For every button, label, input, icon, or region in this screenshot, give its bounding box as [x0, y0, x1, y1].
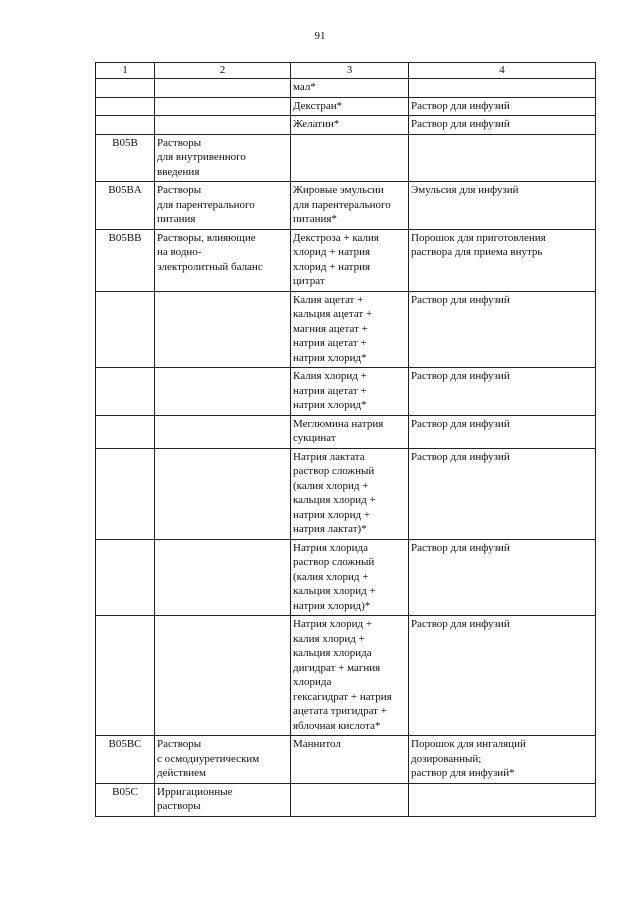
atc-code-cell	[96, 79, 155, 98]
table-row	[96, 415, 596, 448]
atc-code-cell: B05BC	[96, 736, 155, 784]
table-row	[96, 182, 596, 230]
drug-name-cell	[291, 783, 409, 816]
group-name-cell	[155, 291, 291, 368]
dosage-form-cell: Эмульсия для инфузий	[409, 182, 596, 230]
dosage-form-cell	[409, 783, 596, 816]
table-row	[96, 229, 596, 291]
group-name-cell	[155, 539, 291, 616]
drug-name-cell: мал*	[291, 79, 409, 98]
atc-code-cell: B05B	[96, 134, 155, 182]
table-header-row	[96, 63, 596, 79]
group-name-cell	[155, 448, 291, 539]
atc-code-cell	[96, 97, 155, 116]
drug-table	[95, 62, 596, 817]
group-name-cell: Ирригационные растворы	[155, 783, 291, 816]
group-name-cell: Растворы для внутривенного введения	[155, 134, 291, 182]
dosage-form-cell: Порошок для ингаляций дозированный; раствор для инфузий*	[409, 736, 596, 784]
drug-name-cell: Калия ацетат + кальция ацетат + магния ацетат + натрия ацетат + натрия хлорид*	[291, 291, 409, 368]
drug-name-cell: Натрия хлорида раствор сложный (калия хлорид + кальция хлорид + натрия хлорид)*	[291, 539, 409, 616]
dosage-form-cell: Раствор для инфузий	[409, 116, 596, 135]
drug-name-cell: Натрия лактата раствор сложный (калия хлорид + кальция хлорид + натрия хлорид + натрия лактат)*	[291, 448, 409, 539]
column-header: 3	[291, 63, 409, 79]
group-name-cell	[155, 97, 291, 116]
table-row	[96, 97, 596, 116]
group-name-cell	[155, 116, 291, 135]
atc-code-cell	[96, 415, 155, 448]
table-row	[96, 783, 596, 816]
group-name-cell: Растворы, влияющие на водно- электролитный баланс	[155, 229, 291, 291]
drug-name-cell	[291, 134, 409, 182]
drug-name-cell: Маннитол	[291, 736, 409, 784]
drug-name-cell: Калия хлорид + натрия ацетат + натрия хлорид*	[291, 368, 409, 416]
atc-code-cell	[96, 116, 155, 135]
table-row	[96, 116, 596, 135]
table-row	[96, 368, 596, 416]
dosage-form-cell: Раствор для инфузий	[409, 539, 596, 616]
drug-name-cell: Натрия хлорид + калия хлорид + кальция хлорида дигидрат + магния хлорида гексагидрат + натрия ацетата тригидрат + яблочная кислота*	[291, 616, 409, 736]
drug-name-cell: Жировые эмульсии для парентерального питания*	[291, 182, 409, 230]
drug-name-cell: Желатин*	[291, 116, 409, 135]
dosage-form-cell: Раствор для инфузий	[409, 415, 596, 448]
group-name-cell	[155, 415, 291, 448]
column-header: 1	[96, 63, 155, 79]
drug-name-cell: Декстран*	[291, 97, 409, 116]
dosage-form-cell	[409, 134, 596, 182]
table-row	[96, 736, 596, 784]
atc-code-cell	[96, 539, 155, 616]
dosage-form-cell: Раствор для инфузий	[409, 616, 596, 736]
table-row	[96, 616, 596, 736]
group-name-cell: Растворы с осмодиуретическим действием	[155, 736, 291, 784]
table-row	[96, 448, 596, 539]
dosage-form-cell: Порошок для приготовления раствора для приема внутрь	[409, 229, 596, 291]
atc-code-cell	[96, 616, 155, 736]
group-name-cell	[155, 616, 291, 736]
table-row	[96, 291, 596, 368]
dosage-form-cell: Раствор для инфузий	[409, 368, 596, 416]
column-header: 4	[409, 63, 596, 79]
atc-code-cell: B05BB	[96, 229, 155, 291]
group-name-cell	[155, 79, 291, 98]
page-number: 91	[314, 30, 326, 42]
group-name-cell	[155, 368, 291, 416]
dosage-form-cell: Раствор для инфузий	[409, 291, 596, 368]
group-name-cell: Растворы для парентерального питания	[155, 182, 291, 230]
atc-code-cell	[96, 368, 155, 416]
dosage-form-cell: Раствор для инфузий	[409, 448, 596, 539]
atc-code-cell	[96, 291, 155, 368]
drug-name-cell: Декстроза + калия хлорид + натрия хлорид + натрия цитрат	[291, 229, 409, 291]
drug-name-cell: Меглюмина натрия сукцинат	[291, 415, 409, 448]
table-row	[96, 79, 596, 98]
table-row	[96, 134, 596, 182]
table-row	[96, 539, 596, 616]
column-header: 2	[155, 63, 291, 79]
dosage-form-cell	[409, 79, 596, 98]
dosage-form-cell: Раствор для инфузий	[409, 97, 596, 116]
atc-code-cell: B05C	[96, 783, 155, 816]
atc-code-cell	[96, 448, 155, 539]
atc-code-cell: B05BA	[96, 182, 155, 230]
